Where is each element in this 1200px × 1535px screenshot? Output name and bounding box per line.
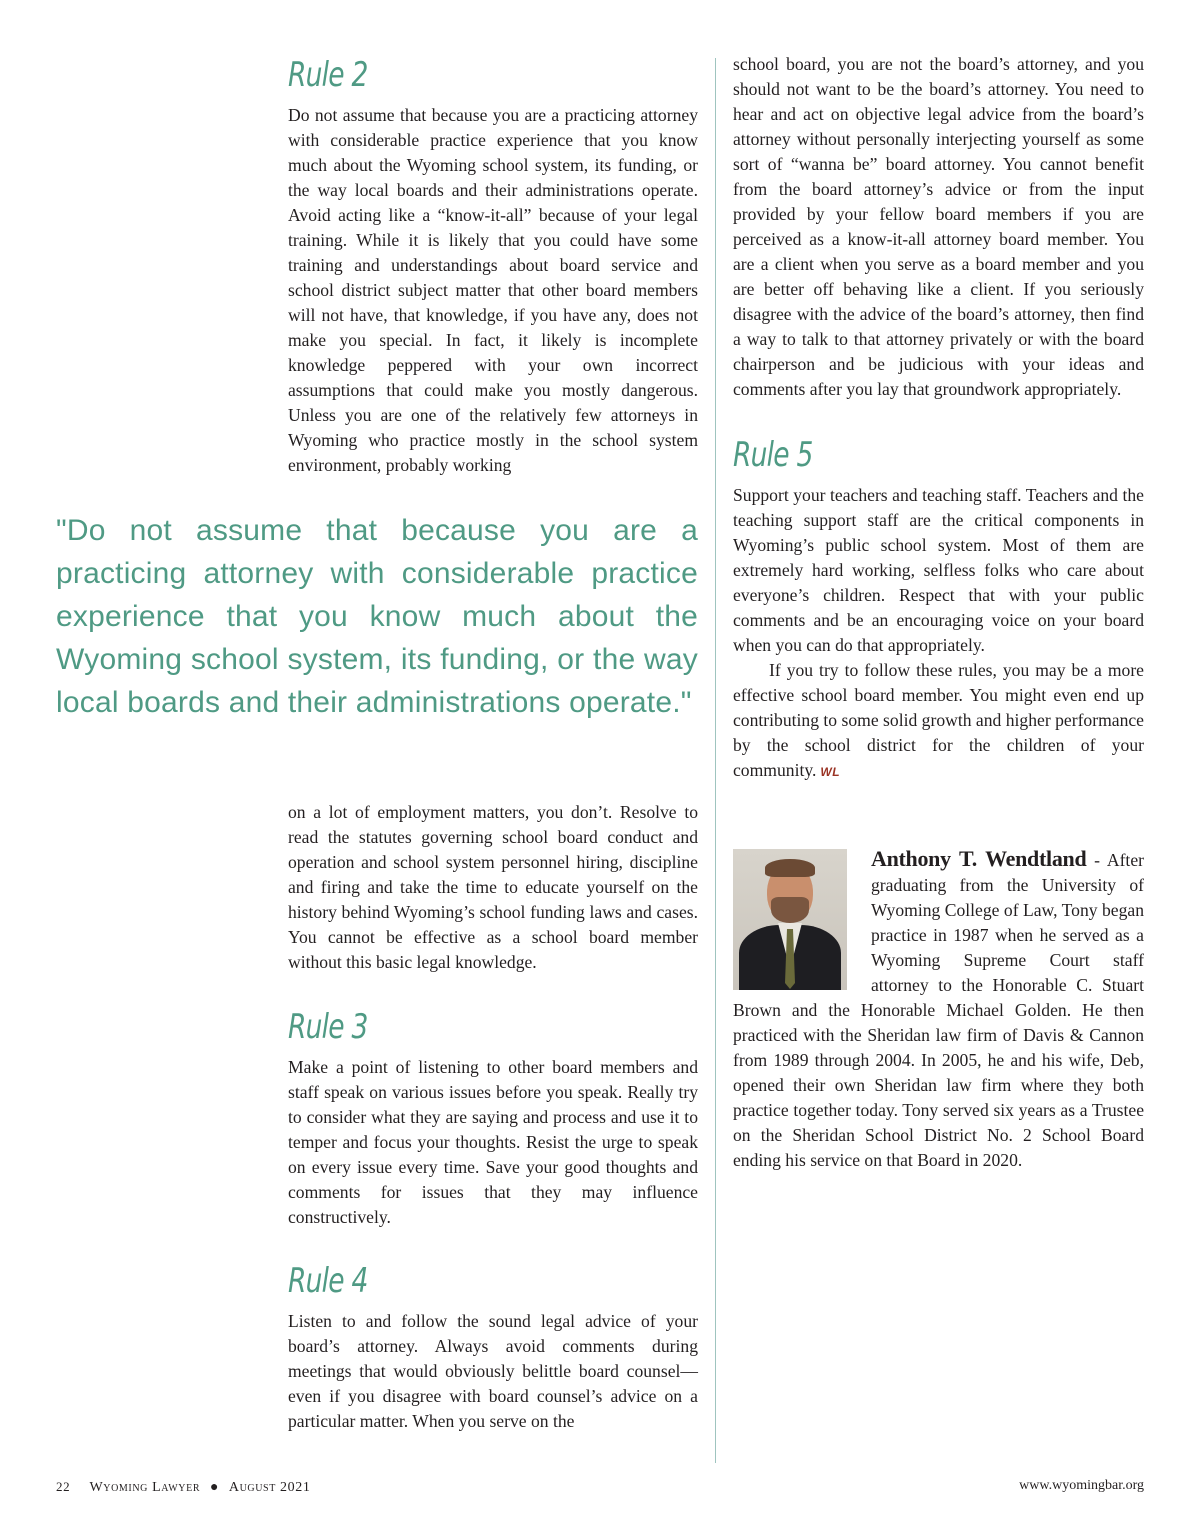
rule-4-heading: Rule 4 [288, 1261, 368, 1301]
footer-separator-dot: ● [209, 1480, 220, 1495]
column-divider [715, 58, 716, 1463]
photo-hair-shape [765, 859, 815, 877]
rule-3-heading: Rule 3 [288, 1007, 368, 1047]
rule-5-text: Support your teachers and teaching staff. Teachers and the teaching support staff are the critical components in Wyoming’s public school system. Most of them are extremely hard working, selfless folks who care about everyone’s children. Respect that with your public comments and be an encouraging voice on your board when you can do that appropriately. [733, 485, 1144, 655]
rule-3-text: Make a point of listening to other board members and staff speak on various issues before you speak. Really try to consider what they are saying and process and use it to temper and focus your thoughts. Resist the urge to speak on every issue every time. Save your good thoughts and comments for issues that they may influence constructively. [288, 1057, 698, 1227]
rule-4-continued-text: school board, you are not the board’s attorney, and you should not want to be the board’s attorney. You need to hear and act on objective legal advice from the board’s attorney without personally interjecting yourself as some sort of “wanna be” board attorney. You cannot benefit from the board attorney’s advice or from the input provided by your fellow board members if you are perceived as a know-it-all attorney board member. You are a client when you serve as a board member and you are better off behaving like a client. If you seriously disagree with the advice of the board’s attorney, then find a way to talk to that attorney privately or with the board chairperson and be judicious with your ideas and comments after you lay that groundwork appropriately. [733, 54, 1144, 399]
author-name: Anthony T. Wendtland [871, 846, 1087, 871]
rule-5-heading: Rule 5 [733, 435, 813, 475]
end-mark-wl: WL [820, 765, 841, 779]
footer-left [56, 1479, 310, 1496]
publication-name: Wyoming Lawyer [89, 1480, 201, 1495]
author-photo [733, 849, 847, 990]
author-bio [733, 846, 1144, 1173]
right-column [733, 52, 1144, 785]
rule-2-text: Do not assume that because you are a practicing attorney with considerable practice experience that you know much about the Wyoming school system, its funding, or the way local boards and their administrations operate. Avoid acting like a “know-it-all” because of your legal training. While it is likely that you could have some training and understandings about board service and school district subject matter that other board members will not have, that knowledge, if you have any, does not make you special. In fact, it likely is incomplete knowledge peppered with your own incorrect assumptions that could make you mostly dangerous. Unless you are one of the relatively few attorneys in Wyoming who practice mostly in the school system environment, probably working [288, 105, 698, 475]
rule-2-heading: Rule 2 [288, 55, 368, 95]
left-column-bottom [288, 800, 698, 1434]
author-bio-text: - After graduating from the University of Wyoming College of Law, Tony began practice in 1987 when he served as a Wyoming Supreme Court staff attorney to the Honorable C. Stuart Brown and the Honorable Michael Golden. He then practiced with the Sheridan law firm of Davis & Cannon from 1989 through 2004. In 2005, he and his wife, Deb, opened their own Sheridan law firm where they both practice together today. Tony served six years as a Trustee on the Sheridan School District No. 2 School Board ending his service on that Board in 2020. [733, 850, 1144, 1170]
photo-beard-shape [771, 897, 809, 923]
page-number: 22 [56, 1479, 71, 1494]
footer-website[interactable]: www.wyomingbar.org [1019, 1478, 1144, 1493]
pull-quote: "Do not assume that because you are a practicing attorney with considerable practice experience that you know much about the Wyoming school system, its funding, or the way local boards and their administrations operate." [56, 514, 698, 719]
rule-2-continued-text: on a lot of employment matters, you don’t. Resolve to read the statutes governing school board conduct and operation and school system personnel hiring, discipline and firing and take the time to educate yourself on the history behind Wyoming’s school funding laws and cases. You cannot be effective as a school board member without this basic legal knowledge. [288, 802, 698, 972]
rule-4-text: Listen to and follow the sound legal advice of your board’s attorney. Always avoid comments during meetings that would obviously belittle board counsel—even if you disagree with board counsel’s advice on a particular matter. When you serve on the [288, 1311, 698, 1431]
issue-date: August 2021 [228, 1480, 311, 1495]
closing-paragraph: If you try to follow these rules, you may be a more effective school board member. You might even end up contributing to some solid growth and higher performance by the school district for the children of your community. [733, 660, 1144, 780]
closing-text [733, 658, 1144, 785]
left-column-top [288, 55, 698, 478]
